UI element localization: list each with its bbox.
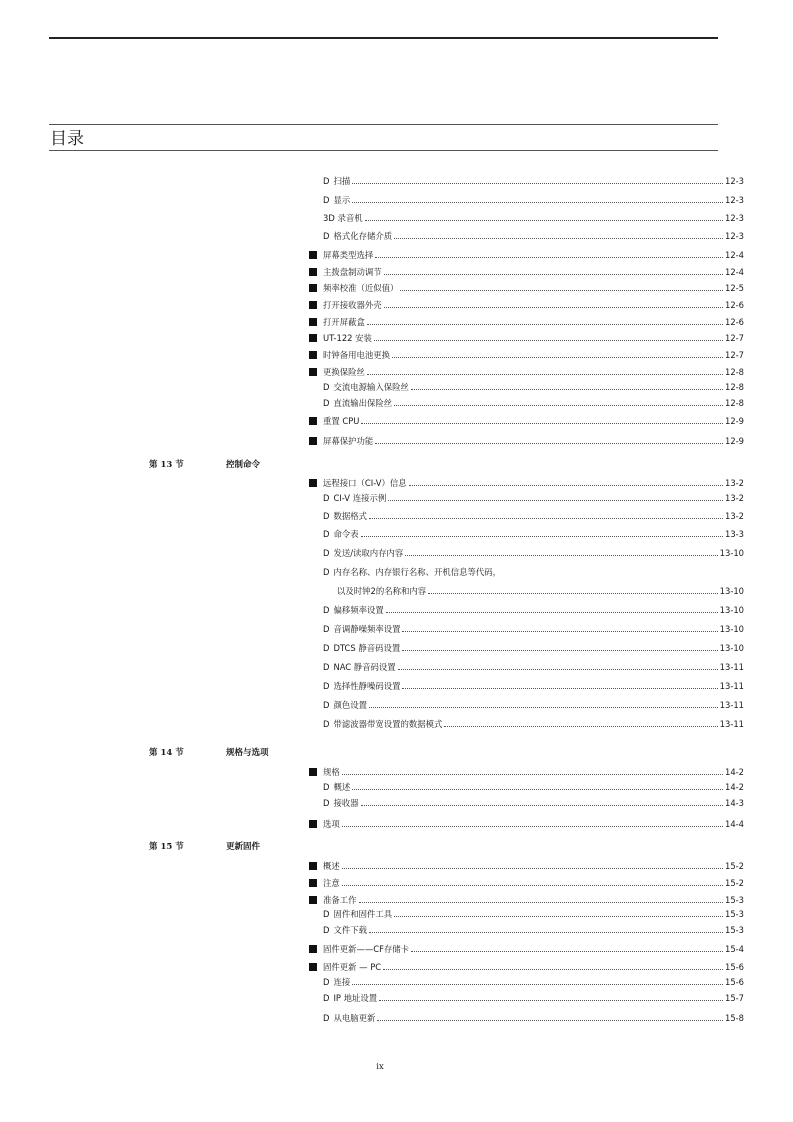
- entry-label: 远程接口（CI-V）信息: [323, 478, 407, 488]
- entry-label: 频率校准（近似值）: [323, 283, 399, 293]
- dot-leader: [409, 485, 723, 486]
- entry-label: 直流输出保险丝: [333, 398, 393, 408]
- dot-leader: [361, 536, 723, 537]
- toc-entry[interactable]: [323, 623, 744, 635]
- entry-label: 更换保险丝: [323, 367, 365, 377]
- entry-page: 13-3: [724, 529, 744, 539]
- entry-label: 交流电源输入保险丝: [333, 382, 409, 392]
- dot-leader: [394, 238, 723, 239]
- entry-label: 选项: [323, 819, 340, 829]
- entry-label: 发送/读取内存内容: [333, 548, 404, 558]
- sub-marker: D: [323, 993, 330, 1003]
- toc-entry[interactable]: [309, 415, 744, 427]
- sub-marker: D: [323, 605, 330, 615]
- entry-label: 文件下载: [333, 925, 367, 935]
- entry-page: 15-6: [724, 977, 744, 987]
- entry-page: 13-11: [719, 662, 744, 672]
- toc-entry[interactable]: [323, 528, 744, 540]
- toc-entry[interactable]: [323, 397, 744, 409]
- entry-label: 连接: [333, 977, 351, 987]
- entry-page: 14-3: [724, 798, 744, 808]
- entry-label: 注意: [323, 878, 340, 888]
- entry-label: 主拨盘制动调节: [323, 267, 382, 277]
- entry-label: UT-122 安装: [323, 333, 372, 343]
- dot-leader: [359, 902, 723, 903]
- dot-leader: [352, 183, 723, 184]
- toc-entry[interactable]: [323, 510, 744, 522]
- entry-label: 选择性静噪码设置: [333, 681, 401, 691]
- entry-page: 13-10: [719, 624, 744, 634]
- toc-entry[interactable]: [323, 992, 744, 1004]
- entry-page: 13-11: [719, 681, 744, 691]
- sub-marker: D: [323, 1013, 330, 1023]
- square-bullet-icon: [309, 879, 317, 887]
- dot-leader: [405, 555, 717, 556]
- square-bullet-icon: [309, 479, 317, 487]
- toc-entry[interactable]: [323, 381, 744, 393]
- toc-entry[interactable]: [309, 366, 744, 378]
- square-bullet-icon: [309, 318, 317, 326]
- square-bullet-icon: [309, 768, 317, 776]
- entry-page: 12-4: [724, 250, 744, 260]
- entry-page: 12-8: [724, 398, 744, 408]
- dot-leader: [428, 593, 718, 594]
- dot-leader: [365, 220, 723, 221]
- entry-label: 3D 录音机: [323, 213, 363, 223]
- entry-page: 13-10: [719, 605, 744, 615]
- entry-page: 15-8: [724, 1013, 744, 1023]
- entry-page: 13-11: [719, 719, 744, 729]
- square-bullet-icon: [309, 251, 317, 259]
- section-title: 控制命令: [226, 460, 261, 470]
- dot-leader: [369, 707, 718, 708]
- dot-leader: [444, 726, 717, 727]
- entry-label: 带滤波器带宽设置的数据模式: [333, 719, 443, 729]
- entry-label: 屏幕保护功能: [323, 436, 374, 446]
- entry-label: 命令表: [333, 529, 359, 539]
- entry-page: 12-4: [724, 267, 744, 277]
- toc-entry[interactable]: [309, 349, 744, 361]
- toc-entry[interactable]: [323, 212, 744, 224]
- entry-page: 15-2: [724, 878, 744, 888]
- sub-marker: D: [323, 925, 330, 935]
- sub-marker: D: [323, 176, 330, 186]
- entry-page: 15-3: [724, 909, 744, 919]
- dot-leader: [342, 774, 723, 775]
- entry-label: 以及时钟2的名称和内容: [337, 586, 427, 596]
- entry-page: 13-2: [724, 493, 744, 503]
- toc-entry[interactable]: [309, 266, 744, 278]
- square-bullet-icon: [309, 437, 317, 445]
- entry-page: 15-2: [724, 861, 744, 871]
- entry-page: 12-9: [724, 436, 744, 446]
- page-title: 目录: [50, 129, 84, 149]
- entry-label: IP 地址设置: [333, 993, 378, 1003]
- entry-page: 12-3: [724, 195, 744, 205]
- entry-label: 格式化存储介质: [333, 231, 393, 241]
- sub-marker: D: [323, 548, 330, 558]
- entry-label: 打开屏蔽盒: [323, 317, 365, 327]
- toc-entry[interactable]: [323, 718, 744, 730]
- toc-entry[interactable]: [309, 282, 744, 294]
- toc-entry[interactable]: [309, 249, 744, 261]
- dot-leader: [402, 650, 717, 651]
- entry-page: 13-11: [719, 700, 744, 710]
- toc-entry[interactable]: [323, 642, 744, 654]
- entry-page: 14-2: [724, 782, 744, 792]
- toc-entry[interactable]: [309, 943, 744, 955]
- entry-page: 13-10: [719, 643, 744, 653]
- dot-leader: [374, 340, 723, 341]
- entry-page: 15-6: [724, 962, 744, 972]
- square-bullet-icon: [309, 368, 317, 376]
- sub-marker: D: [323, 909, 330, 919]
- entry-page: 12-8: [724, 382, 744, 392]
- toc-entry[interactable]: [323, 604, 744, 616]
- entry-label: 固件更新——CF存储卡: [323, 944, 410, 954]
- entry-label: 时钟备用电池更换: [323, 350, 390, 360]
- sub-marker: D: [323, 624, 330, 634]
- square-bullet-icon: [309, 945, 317, 953]
- sub-marker: D: [323, 493, 330, 503]
- toc-entry[interactable]: [309, 766, 744, 778]
- entry-label: 接收器: [333, 798, 359, 808]
- toc-entry[interactable]: [309, 435, 744, 447]
- dot-leader: [394, 405, 723, 406]
- sub-marker: D: [323, 798, 330, 808]
- square-bullet-icon: [309, 334, 317, 342]
- square-bullet-icon: [309, 351, 317, 359]
- entry-page: 13-2: [724, 511, 744, 521]
- entry-page: 15-4: [724, 944, 744, 954]
- entry-page: 12-7: [724, 333, 744, 343]
- toc-entry[interactable]: [323, 661, 744, 673]
- entry-page: 15-3: [724, 925, 744, 935]
- toc-entry[interactable]: [323, 194, 744, 206]
- entry-label: 固件和固件工具: [333, 909, 393, 919]
- dot-leader: [342, 868, 723, 869]
- entry-page: 12-3: [724, 213, 744, 223]
- toc-entry[interactable]: [323, 547, 744, 559]
- dot-leader: [375, 257, 723, 258]
- entry-page: 13-2: [724, 478, 744, 488]
- sub-marker: D: [323, 719, 330, 729]
- entry-page: 14-2: [724, 767, 744, 777]
- dot-leader: [398, 669, 718, 670]
- sub-marker: D: [323, 643, 330, 653]
- entry-label: 内存名称、内存银行名称、开机信息等代码，: [333, 567, 501, 577]
- toc-entry[interactable]: [323, 976, 744, 988]
- toc-entry[interactable]: [309, 299, 744, 311]
- entry-page: 12-3: [724, 231, 744, 241]
- entry-label: 打开接收器外壳: [323, 300, 382, 310]
- dot-leader: [367, 374, 723, 375]
- dot-leader: [384, 274, 723, 275]
- sub-marker: D: [323, 782, 330, 792]
- sub-marker: D: [323, 511, 330, 521]
- toc-entry[interactable]: [337, 585, 744, 597]
- dot-leader: [388, 500, 723, 501]
- section-title: 更新固件: [226, 842, 261, 852]
- dot-leader: [383, 969, 723, 970]
- entry-label: 规格: [323, 767, 340, 777]
- square-bullet-icon: [309, 284, 317, 292]
- entry-label: 概述: [333, 782, 351, 792]
- entry-page: 15-3: [724, 895, 744, 905]
- entry-page: 12-5: [724, 283, 744, 293]
- dot-leader: [394, 916, 723, 917]
- dot-leader: [386, 612, 718, 613]
- entry-page: 12-6: [724, 300, 744, 310]
- title-rule-bottom: [49, 150, 718, 151]
- toc-entry[interactable]: [309, 332, 744, 344]
- entry-page: 15-7: [724, 993, 744, 1003]
- entry-label: DTCS 静音码设置: [333, 643, 401, 653]
- section-title: 规格与选项: [226, 748, 269, 758]
- square-bullet-icon: [309, 268, 317, 276]
- entry-label: 扫描: [333, 176, 351, 186]
- toc-entry[interactable]: [323, 566, 744, 578]
- dot-leader: [369, 518, 723, 519]
- entry-page: 12-7: [724, 350, 744, 360]
- toc-entry[interactable]: [323, 230, 744, 242]
- entry-label: 音调静噪频率设置: [333, 624, 401, 634]
- sub-marker: D: [323, 977, 330, 987]
- sub-marker: D: [323, 382, 330, 392]
- square-bullet-icon: [309, 301, 317, 309]
- entry-page: 13-10: [719, 586, 744, 596]
- toc-entry[interactable]: [309, 818, 744, 830]
- toc-entry[interactable]: [309, 894, 744, 906]
- dot-leader: [375, 443, 723, 444]
- toc-entry[interactable]: [323, 924, 744, 936]
- entry-label: 屏幕类型选择: [323, 250, 374, 260]
- entry-page: 12-6: [724, 317, 744, 327]
- title-rule-top: [49, 124, 718, 125]
- toc-entry[interactable]: [309, 860, 744, 872]
- toc-entry[interactable]: [309, 961, 744, 973]
- toc-entry[interactable]: [323, 680, 744, 692]
- dot-leader: [402, 631, 717, 632]
- dot-leader: [352, 789, 723, 790]
- section-number: 第 13 节: [149, 460, 184, 470]
- sub-marker: D: [323, 398, 330, 408]
- entry-label: 固件更新 — PC: [323, 962, 382, 972]
- dot-leader: [377, 1020, 723, 1021]
- entry-label: 显示: [333, 195, 351, 205]
- dot-leader: [342, 826, 723, 827]
- square-bullet-icon: [309, 417, 317, 425]
- toc-entry[interactable]: [323, 175, 744, 187]
- section-number: 第 14 节: [149, 748, 184, 758]
- entry-label: 偏移频率设置: [333, 605, 384, 615]
- square-bullet-icon: [309, 820, 317, 828]
- toc-entry[interactable]: [323, 1012, 744, 1024]
- dot-leader: [369, 932, 723, 933]
- dot-leader: [352, 984, 723, 985]
- sub-marker: D: [323, 662, 330, 672]
- dot-leader: [392, 357, 723, 358]
- dot-leader: [402, 688, 717, 689]
- dot-leader: [400, 290, 723, 291]
- dot-leader: [361, 805, 723, 806]
- dot-leader: [342, 885, 723, 886]
- sub-marker: D: [323, 700, 330, 710]
- dot-leader: [352, 202, 723, 203]
- entry-label: 颜色设置: [333, 700, 367, 710]
- dot-leader: [367, 324, 723, 325]
- entry-label: 准备工作: [323, 895, 357, 905]
- page-number: ix: [376, 1062, 384, 1072]
- toc-entry[interactable]: [309, 877, 744, 889]
- square-bullet-icon: [309, 963, 317, 971]
- toc-entry[interactable]: [323, 699, 744, 711]
- sub-marker: D: [323, 231, 330, 241]
- entry-page: 12-3: [724, 176, 744, 186]
- dot-leader: [384, 307, 723, 308]
- toc-entry[interactable]: [323, 908, 744, 920]
- sub-marker: D: [323, 195, 330, 205]
- entry-label: 概述: [323, 861, 340, 871]
- entry-label: CI-V 连接示例: [333, 493, 387, 503]
- sub-marker: D: [323, 681, 330, 691]
- entry-label: 重置 CPU: [323, 416, 360, 426]
- section-number: 第 15 节: [149, 842, 184, 852]
- toc-entry[interactable]: [323, 797, 744, 809]
- dot-leader: [411, 389, 723, 390]
- toc-entry[interactable]: [309, 477, 744, 489]
- entry-page: 12-9: [724, 416, 744, 426]
- dot-leader: [361, 423, 723, 424]
- entry-label: NAC 静音码设置: [333, 662, 396, 672]
- square-bullet-icon: [309, 896, 317, 904]
- toc-entry[interactable]: [309, 316, 744, 328]
- top-rule: [49, 37, 718, 39]
- entry-page: 13-10: [719, 548, 744, 558]
- entry-label: 数据格式: [333, 511, 367, 521]
- toc-entry[interactable]: [323, 492, 744, 504]
- entry-page: 12-8: [724, 367, 744, 377]
- dot-leader: [379, 1000, 723, 1001]
- entry-page: 14-4: [724, 819, 744, 829]
- square-bullet-icon: [309, 862, 317, 870]
- sub-marker: D: [323, 529, 330, 539]
- toc-entry[interactable]: [323, 781, 744, 793]
- entry-label: 从电脑更新: [333, 1013, 376, 1023]
- dot-leader: [411, 951, 723, 952]
- sub-marker: D: [323, 567, 330, 577]
